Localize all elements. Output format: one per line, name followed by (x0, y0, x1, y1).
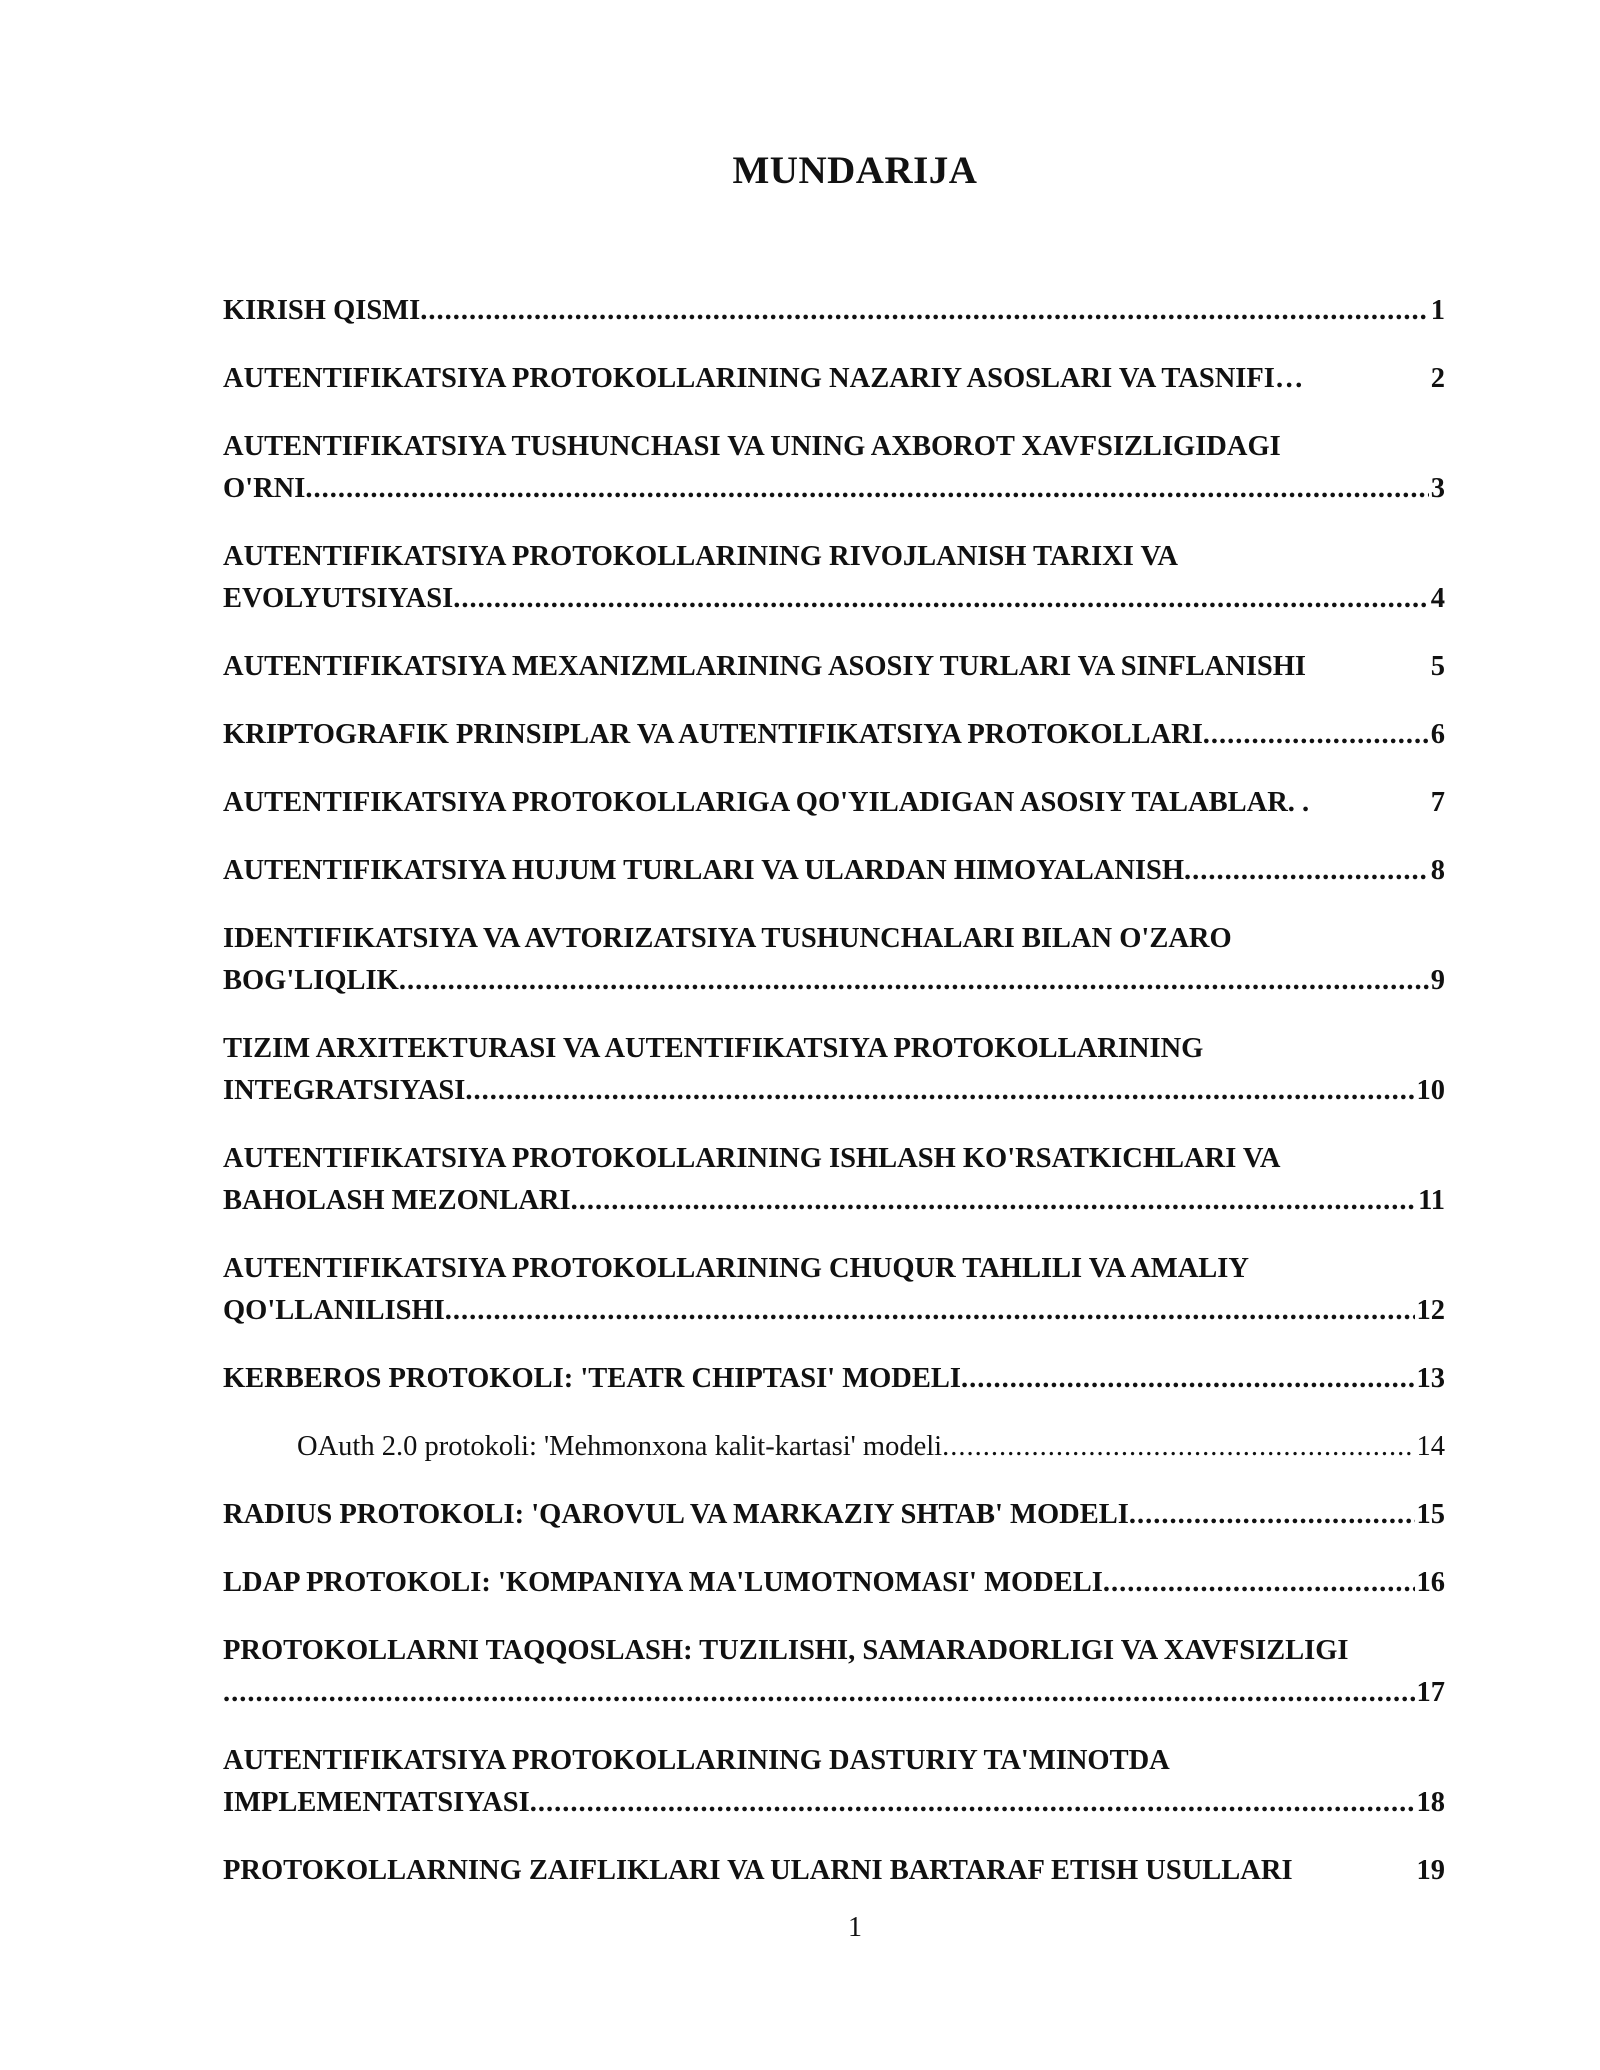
dot-leader (445, 1290, 1415, 1332)
toc-entry-leader-line (223, 1358, 1445, 1400)
toc-entry-leader-line (297, 1426, 1445, 1468)
toc-entry[interactable] (223, 1138, 1445, 1222)
toc-entry-title: KIRISH QISMI (223, 295, 421, 326)
toc-entry-title: INTEGRATSIYASI (223, 1075, 466, 1106)
toc-entry-title-line: AUTENTIFIKATSIYA PROTOKOLLARINING RIVOJLANISH TARIXI VA (223, 541, 1178, 572)
page-title: MUNDARIJA (732, 149, 978, 192)
toc-entry-page-number: 19 (1416, 1855, 1445, 1886)
toc-entry-leader-line (223, 358, 1445, 400)
toc-entry-title: BOG'LIQLIK (223, 965, 399, 996)
toc-entry-leader-line (223, 468, 1445, 510)
dot-leader (305, 468, 1428, 510)
toc-entry[interactable] (223, 536, 1445, 620)
table-of-contents (223, 290, 1445, 1918)
toc-entry-page-number: 17 (1416, 1677, 1445, 1708)
dot-leader (961, 1358, 1415, 1400)
toc-entry-leader-line (223, 1290, 1445, 1332)
toc-entry-page-number: 6 (1430, 719, 1445, 750)
toc-entry-title: O'RNI (223, 473, 306, 504)
dot-leader (399, 960, 1429, 1002)
toc-entry-title-line: AUTENTIFIKATSIYA PROTOKOLLARINING DASTURIY TA'MINOTDA (223, 1745, 1170, 1776)
toc-entry[interactable] (223, 1248, 1445, 1332)
toc-entry-title: PROTOKOLLARNING ZAIFLIKLARI VA ULARNI BARTARAF ETISH USULLARI (223, 1855, 1293, 1886)
toc-entry-title: OAuth 2.0 protokoli: 'Mehmonxona kalit-kartasi' modeli (297, 1431, 943, 1462)
dot-leader (1129, 1494, 1415, 1536)
toc-entry-page-number: 9 (1430, 965, 1445, 996)
toc-entry-leader-line (223, 1180, 1445, 1222)
toc-entry[interactable] (223, 290, 1445, 332)
toc-entry-title-line: AUTENTIFIKATSIYA PROTOKOLLARINING CHUQUR TAHLILI VA AMALIY (223, 1253, 1249, 1284)
toc-entry-page-number: 14 (1416, 1431, 1445, 1462)
toc-entry-leader-line (223, 960, 1445, 1002)
toc-entry-title-line: AUTENTIFIKATSIYA PROTOKOLLARINING ISHLASH KO'RSATKICHLARI VA (223, 1143, 1281, 1174)
toc-entry[interactable] (223, 1562, 1445, 1604)
toc-entry-title: AUTENTIFIKATSIYA PROTOKOLLARINING NAZARIY ASOSLARI VA TASNIFI… (223, 363, 1304, 394)
toc-entry-page-number: 18 (1416, 1787, 1445, 1818)
dot-leader (420, 290, 1429, 332)
toc-entry[interactable] (223, 1028, 1445, 1112)
toc-entry-title: KERBEROS PROTOKOLI: 'TEATR CHIPTASI' MODELI (223, 1363, 961, 1394)
toc-entry-title: QO'LLANILISHI (223, 1295, 445, 1326)
toc-entry[interactable] (223, 918, 1445, 1002)
toc-entry-leader-line (223, 290, 1445, 332)
toc-entry-leader-line (223, 1782, 1445, 1824)
toc-entry-leader-line (223, 646, 1445, 688)
toc-entry[interactable] (223, 1426, 1445, 1468)
dot-leader (571, 1180, 1416, 1222)
toc-entry-title: AUTENTIFIKATSIYA PROTOKOLLARIGA QO'YILADIGAN ASOSIY TALABLAR. . (223, 787, 1310, 818)
toc-entry-leader-line (223, 782, 1445, 824)
toc-entry-title: AUTENTIFIKATSIYA HUJUM TURLARI VA ULARDAN HIMOYALANISH (223, 855, 1185, 886)
toc-entry-title-line: PROTOKOLLARNI TAQQOSLASH: TUZILISHI, SAMARADORLIGI VA XAVFSIZLIGI (223, 1635, 1349, 1666)
toc-entry[interactable] (223, 850, 1445, 892)
toc-entry[interactable] (223, 1850, 1445, 1892)
toc-entry[interactable] (223, 358, 1445, 400)
toc-entry-leader-line (223, 1850, 1445, 1892)
dot-leader (1184, 850, 1429, 892)
page-number: 1 (848, 1912, 862, 1943)
toc-entry[interactable] (223, 782, 1445, 824)
toc-entry-page-number: 11 (1418, 1185, 1445, 1216)
toc-entry-page-number: 2 (1430, 363, 1445, 394)
toc-entry-page-number: 15 (1416, 1499, 1445, 1530)
toc-entry[interactable] (223, 646, 1445, 688)
toc-entry-leader-line (223, 1070, 1445, 1112)
toc-entry-title-line: IDENTIFIKATSIYA VA AVTORIZATSIYA TUSHUNCHALARI BILAN O'ZARO (223, 923, 1232, 954)
toc-entry-title: EVOLYUTSIYASI (223, 583, 454, 614)
toc-entry-leader-line (223, 1562, 1445, 1604)
toc-entry-title: AUTENTIFIKATSIYA MEXANIZMLARINING ASOSIY TURLARI VA SINFLANISHI (223, 651, 1307, 682)
toc-entry-title: RADIUS PROTOKOLI: 'QAROVUL VA MARKAZIY SHTAB' MODELI (223, 1499, 1129, 1530)
toc-entry-page-number: 10 (1416, 1075, 1445, 1106)
toc-entry-title: KRIPTOGRAFIK PRINSIPLAR VA AUTENTIFIKATSIYA PROTOKOLLARI (223, 719, 1203, 750)
dot-leader (1103, 1562, 1415, 1604)
toc-entry[interactable] (223, 1494, 1445, 1536)
dot-leader (453, 578, 1429, 620)
toc-entry[interactable] (223, 1740, 1445, 1824)
toc-entry-leader-line (223, 1672, 1445, 1714)
toc-entry-page-number: 4 (1430, 583, 1445, 614)
toc-entry-title-line: AUTENTIFIKATSIYA TUSHUNCHASI VA UNING AXBOROT XAVFSIZLIGIDAGI (223, 431, 1281, 462)
dot-leader (530, 1782, 1415, 1824)
toc-entry-title: BAHOLASH MEZONLARI (223, 1185, 571, 1216)
toc-entry-page-number: 5 (1430, 651, 1445, 682)
toc-entry-page-number: 13 (1416, 1363, 1445, 1394)
toc-entry[interactable] (223, 1358, 1445, 1400)
toc-entry-page-number: 16 (1416, 1567, 1445, 1598)
toc-entry-page-number: 1 (1430, 295, 1445, 326)
toc-entry-leader-line (223, 1494, 1445, 1536)
toc-entry-title-line: TIZIM ARXITEKTURASI VA AUTENTIFIKATSIYA PROTOKOLLARINING (223, 1033, 1204, 1064)
toc-entry-title: LDAP PROTOKOLI: 'KOMPANIYA MA'LUMOTNOMASI' MODELI (223, 1567, 1103, 1598)
toc-entry-page-number: 3 (1430, 473, 1445, 504)
toc-entry[interactable] (223, 714, 1445, 756)
dot-leader (942, 1426, 1414, 1468)
toc-entry-title: IMPLEMENTATSIYASI (223, 1787, 530, 1818)
toc-entry-page-number: 8 (1430, 855, 1445, 886)
toc-entry-page-number: 12 (1416, 1295, 1445, 1326)
toc-entry-leader-line (223, 714, 1445, 756)
toc-entry-page-number: 7 (1430, 787, 1445, 818)
toc-entry-leader-line (223, 578, 1445, 620)
dot-leader (465, 1070, 1414, 1112)
dot-leader (223, 1672, 1415, 1714)
toc-entry[interactable] (223, 1630, 1445, 1714)
toc-entry-leader-line (223, 850, 1445, 892)
toc-entry[interactable] (223, 426, 1445, 510)
dot-leader (1203, 714, 1429, 756)
